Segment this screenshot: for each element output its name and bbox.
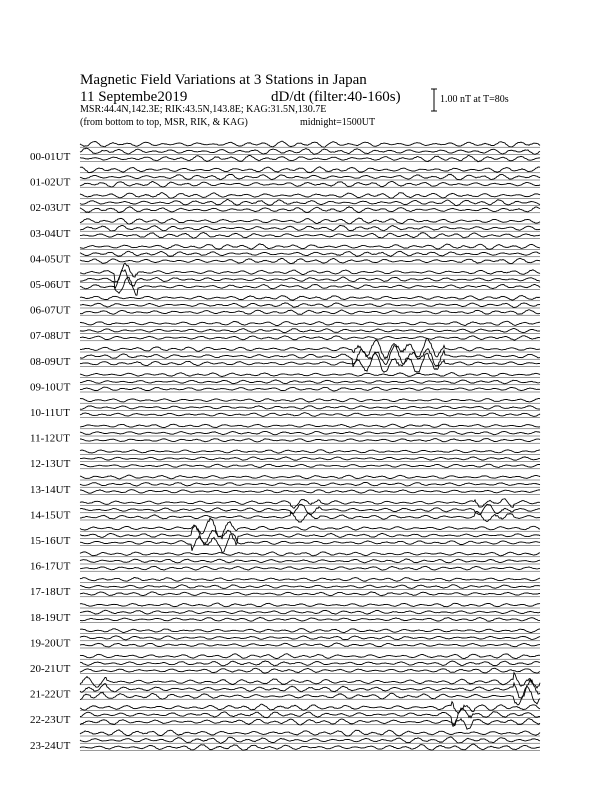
trace-RIK <box>80 504 540 515</box>
hour-label: 05-06UT <box>30 279 71 291</box>
hour-row-01-02UT <box>30 167 540 189</box>
trace-KAG <box>80 578 540 582</box>
trace-RIK <box>80 610 540 614</box>
trace-MSR <box>80 353 540 373</box>
hour-row-10-11UT <box>30 399 540 420</box>
hour-label: 09-10UT <box>30 381 71 394</box>
hour-row-04-05UT <box>30 244 540 266</box>
trace-KAG <box>80 603 540 607</box>
trace-RIK <box>80 329 540 333</box>
trace-RIK <box>80 432 540 435</box>
hour-label: 03-04UT <box>30 227 71 240</box>
hour-row-20-21UT <box>30 654 540 675</box>
trace-RIK <box>80 585 540 589</box>
hour-label: 12-13UT <box>30 458 71 471</box>
trace-KAG <box>80 552 540 556</box>
trace-MSR <box>80 233 540 239</box>
midnight-note: midnight=1500UT <box>300 117 376 128</box>
trace-KAG <box>80 193 540 199</box>
trace-RIK <box>80 737 540 744</box>
hour-label: 21-22UT <box>30 688 71 701</box>
trace-RIK <box>80 636 540 640</box>
hour-label: 04-05UT <box>30 253 71 266</box>
hour-label: 15-16UT <box>30 535 71 547</box>
hour-row-08-09UT <box>30 338 540 372</box>
station-coordinates: MSR:44.4N,142.3E; RIK:43.5N,143.8E; KAG:31.5N,130.7E <box>80 104 327 115</box>
trace-MSR <box>80 490 540 494</box>
trace-KAG <box>80 321 540 325</box>
filter-label: dD/dt (filter:40-160s) <box>271 89 401 105</box>
hour-row-00-01UT <box>30 141 540 163</box>
trace-KAG <box>80 167 540 173</box>
trace-KAG <box>80 218 540 224</box>
hour-row-05-06UT <box>30 263 540 295</box>
trace-MSR <box>80 511 540 522</box>
trace-MSR <box>80 744 540 750</box>
trace-MSR <box>80 464 540 467</box>
trace-MSR <box>80 566 540 570</box>
hour-row-16-17UT <box>30 552 540 573</box>
trace-KAG <box>80 518 540 537</box>
hour-row-15-16UT <box>30 518 540 552</box>
hour-label: 22-23UT <box>30 714 71 727</box>
hour-row-09-10UT <box>30 373 540 394</box>
hour-row-06-07UT <box>30 295 540 316</box>
date-label: 11 Septembe2019 <box>80 89 188 105</box>
hour-row-14-15UT <box>30 499 540 523</box>
hour-label: 19-20UT <box>30 637 71 650</box>
trace-KAG <box>80 399 540 403</box>
hour-label: 20-21UT <box>30 663 71 675</box>
trace-RIK <box>80 148 540 154</box>
trace-MSR <box>80 258 540 264</box>
hour-row-21-22UT <box>30 673 540 705</box>
trace-MSR <box>80 534 540 553</box>
trace-MSR <box>80 668 540 673</box>
hour-label: 10-11UT <box>30 407 70 419</box>
trace-KAG <box>80 702 540 714</box>
hour-label: 02-03UT <box>30 202 71 215</box>
trace-KAG <box>80 450 540 454</box>
trace-RIK <box>80 174 540 180</box>
hour-row-12-13UT <box>30 450 540 471</box>
trace-MSR <box>80 387 540 391</box>
hour-row-19-20UT <box>30 629 540 650</box>
trace-KAG <box>80 654 540 659</box>
hour-row-07-08UT <box>30 321 540 342</box>
trace-RIK <box>80 251 540 256</box>
scale-bar-label: 1.00 nT at T=80s <box>440 94 509 105</box>
trace-MSR <box>80 310 540 315</box>
hour-label: 23-24UT <box>30 739 71 752</box>
trace-RIK <box>80 661 540 666</box>
trace-MSR <box>80 643 540 647</box>
hour-row-18-19UT <box>30 603 540 624</box>
trace-KAG <box>80 338 540 359</box>
hour-row-03-04UT <box>30 218 540 240</box>
trace-KAG <box>80 373 540 377</box>
trace-RIK <box>80 303 540 308</box>
hour-row-23-24UT <box>30 730 540 752</box>
hour-row-22-23UT <box>30 702 540 730</box>
trace-RIK <box>80 559 540 563</box>
trace-MSR <box>80 181 540 187</box>
trace-KAG <box>80 244 540 249</box>
trace-MSR <box>80 155 540 161</box>
hour-row-17-18UT <box>30 578 540 599</box>
trace-KAG <box>80 730 540 736</box>
trace-MSR <box>80 719 540 730</box>
hour-row-02-03UT <box>30 193 540 215</box>
trace-KAG <box>80 673 540 688</box>
trace-RIK <box>80 225 540 231</box>
hour-label: 16-17UT <box>30 560 71 573</box>
chart-title: Magnetic Field Variations at 3 Stations in Japan <box>80 72 367 88</box>
trace-MSR <box>80 686 540 705</box>
trace-MSR <box>80 336 540 340</box>
hour-label: 00-01UT <box>30 151 71 163</box>
trace-MSR <box>80 617 540 621</box>
trace-KAG <box>80 141 540 147</box>
trace-RIK <box>80 380 540 384</box>
trace-KAG <box>80 629 540 633</box>
trace-KAG <box>80 263 540 282</box>
hour-label: 18-19UT <box>30 611 71 624</box>
hour-label: 13-14UT <box>30 483 71 496</box>
hour-label: 17-18UT <box>30 586 71 599</box>
hour-label: 07-08UT <box>30 330 71 343</box>
hour-row-13-14UT <box>30 475 540 496</box>
hour-label: 14-15UT <box>30 509 71 522</box>
stacking-order-note: (from bottom to top, MSR, RIK, & KAG) <box>80 117 248 128</box>
trace-MSR <box>80 592 540 596</box>
trace-MSR <box>80 413 540 417</box>
trace-RIK <box>80 483 540 487</box>
trace-KAG <box>80 499 540 509</box>
hour-label: 06-07UT <box>30 304 71 317</box>
trace-MSR <box>80 207 540 213</box>
hour-row-11-12UT <box>30 424 540 444</box>
hour-label: 01-02UT <box>30 176 71 189</box>
trace-KAG <box>80 475 540 479</box>
hour-label: 08-09UT <box>30 355 71 368</box>
trace-MSR <box>80 439 540 442</box>
hour-label: 11-12UT <box>30 432 70 445</box>
trace-RIK <box>80 200 540 206</box>
trace-RIK <box>80 457 540 461</box>
trace-KAG <box>80 295 540 300</box>
trace-KAG <box>80 424 540 427</box>
trace-RIK <box>80 406 540 410</box>
